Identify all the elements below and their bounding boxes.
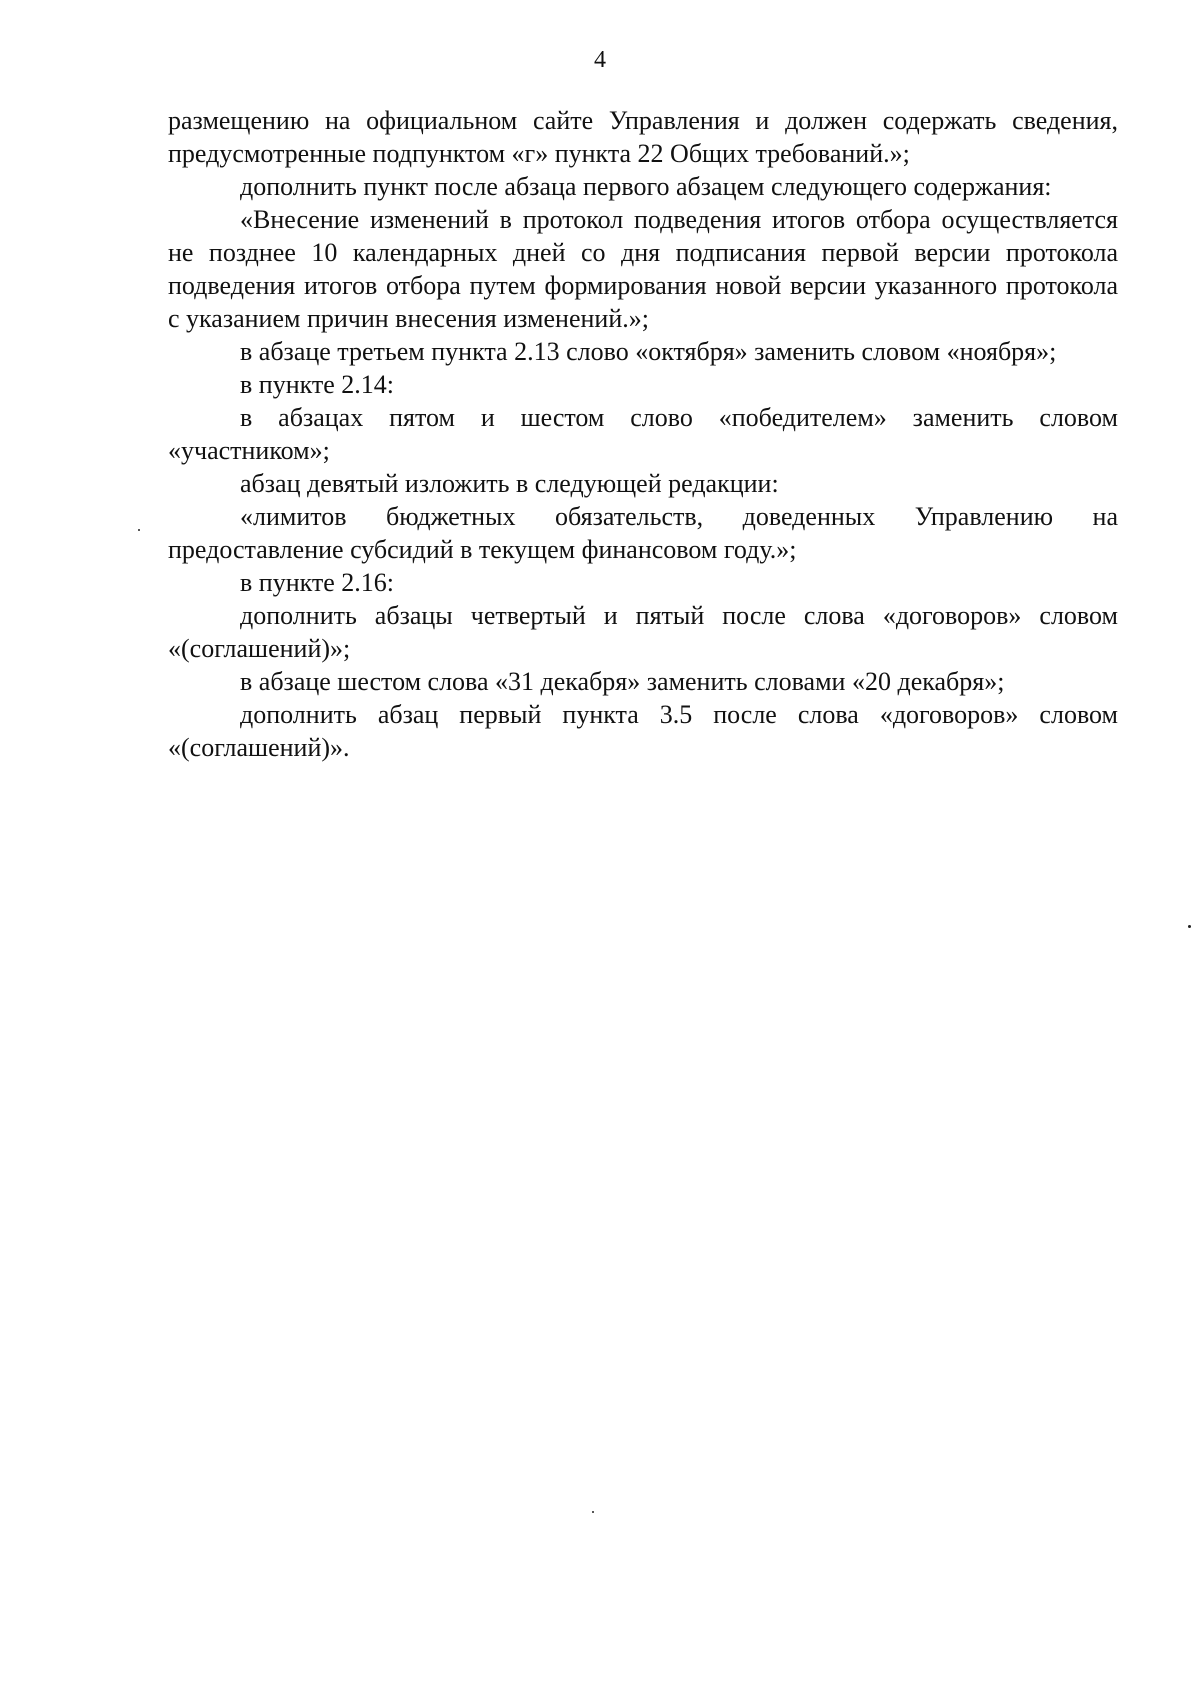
scan-speck [592, 1511, 594, 1513]
page-number: 4 [594, 47, 606, 73]
scan-speck [138, 529, 140, 531]
paragraph-1: размещению на официальном сайте Управления и должен содержать сведения, предусмотренные подпунктом «г» пункта 22 Общих требований.»; [168, 106, 1118, 168]
paragraph-12: дополнить абзац первый пункта 3.5 после слова «договоров» словом «(соглашений)». [168, 700, 1118, 762]
paragraph-6: в абзацах пятом и шестом слово «победителем» заменить словом «участником»; [168, 403, 1118, 465]
paragraph-10: дополнить абзацы четвертый и пятый после слова «договоров» словом «(соглашений)»; [168, 601, 1118, 663]
paragraph-4: в абзаце третьем пункта 2.13 слово «октября» заменить словом «ноября»; [240, 337, 1057, 366]
paragraph-11: в абзаце шестом слова «31 декабря» заменить словами «20 декабря»; [240, 667, 1005, 696]
document-body [168, 104, 1118, 764]
scan-speck [1188, 925, 1191, 928]
paragraph-7: абзац девятый изложить в следующей редакции: [240, 469, 779, 498]
paragraph-9: в пункте 2.16: [240, 568, 395, 597]
paragraph-3: «Внесение изменений в протокол подведения итогов отбора осуществляется не позднее 10 календарных дней со дня подписания первой версии протокола подведения итогов отбора путем формирования новой версии указанного протокола с указанием причин внесения изменений.»; [168, 205, 1118, 333]
paragraph-5: в пункте 2.14: [240, 370, 395, 399]
paragraph-8: «лимитов бюджетных обязательств, доведенных Управлению на предоставление субсидий в текущем финансовом году.»; [168, 502, 1118, 564]
paragraph-2: дополнить пункт после абзаца первого абзацем следующего содержания: [240, 172, 1052, 201]
